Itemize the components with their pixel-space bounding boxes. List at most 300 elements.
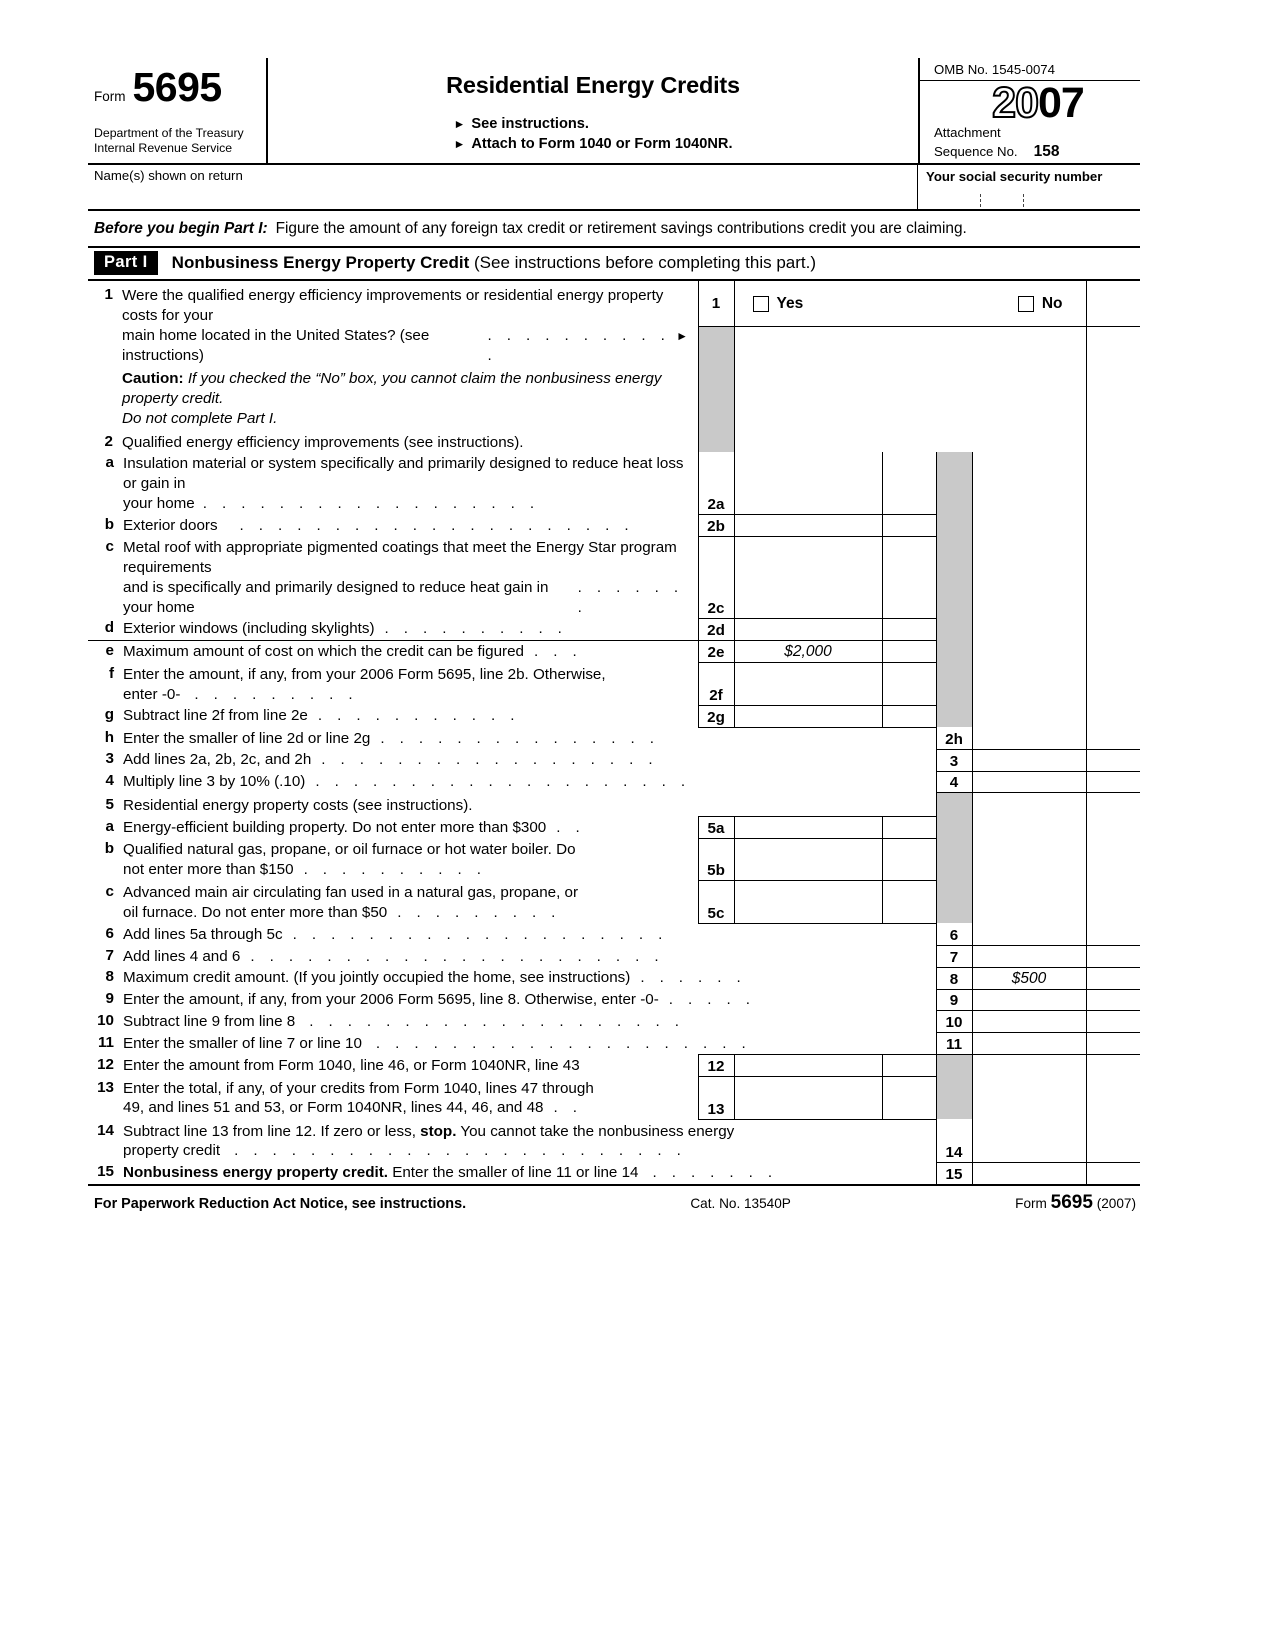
line-10-cents[interactable] [1086,1011,1140,1033]
line-12-cents[interactable] [882,1055,936,1077]
empty-cell [1086,817,1140,839]
line-2d-cents[interactable] [882,618,936,640]
line-8-number: 8 [105,968,114,986]
line-4-amount[interactable] [972,771,1086,793]
line-2c-number-box: 2c [698,536,734,618]
line-9-text [123,990,755,1010]
line-3-cents[interactable] [1086,749,1140,771]
line-15-number-box: 15 [936,1162,972,1184]
form-identifier-block [88,58,268,163]
line-12-row [89,1056,697,1076]
line-2g-row [89,706,697,726]
line-2a-amount[interactable] [734,452,882,514]
line-5-number: 5 [105,795,114,813]
line-2b-row [89,516,697,536]
line-13-text [123,1079,689,1119]
empty-cell [972,452,1086,514]
line-6-amount[interactable] [972,923,1086,945]
line-3-number: 3 [105,750,114,768]
line-2d-amount[interactable] [734,618,882,640]
leader-dots: . . . . . . . [577,578,684,616]
line-15-row [89,1163,935,1183]
empty-cell [972,881,1086,924]
shaded-cell [698,326,734,452]
leader-dots: . . . . . . . . . . . . . . . . . . . . . [239,516,634,534]
line-3-text [123,750,658,770]
leader-dots: . . . . . . . . . . . [317,707,520,725]
line-2e-row [89,642,697,662]
line-13-number: 13 [97,1078,114,1096]
line-5c-cents[interactable] [882,881,936,924]
line-2b-text [123,516,689,536]
line-1-text-part-2: main home located in the United States? (see instructions) [122,326,430,364]
line-14-text-part-1 [123,1122,734,1142]
line-10-text [123,1012,684,1032]
line-7-number: 7 [105,946,114,964]
part-1-title [172,253,816,273]
caution-lead: Caution: [122,370,184,388]
line-13-text-part-2-row [123,1098,689,1118]
tax-year [920,79,1140,127]
attachment-sequence-row [934,142,1140,162]
name-label: Name(s) shown on return [94,168,243,184]
line-5b-row [89,840,697,880]
line-2f-amount[interactable] [734,663,882,706]
ssn-tick [980,194,981,207]
line-11-text [123,1034,751,1054]
attachment-block [920,125,1140,161]
table-row-line-5c [88,881,1140,924]
line-2h-row [89,729,935,749]
table-row-line-2f [88,663,1140,706]
table-row-line-2b [88,515,1140,537]
empty-cell [972,1055,1086,1077]
department-block [94,126,260,157]
caution-body-2: Do not complete Part I. [122,409,278,427]
line-2g-amount[interactable] [734,705,882,727]
line-15-text-rest: Enter the smaller of line 11 or line 14 [388,1164,639,1182]
empty-cell [972,705,1086,727]
line-8-text-part-1: Maximum credit amount. (If you jointly occupied the home, see instructions) [123,969,631,987]
line-13-cents[interactable] [882,1077,936,1120]
line-2c-row [89,538,697,617]
line-2g-letter: g [104,706,114,724]
empty-cell [734,326,1086,452]
line-4-text [123,772,691,792]
department-line-1: Department of the Treasury [94,125,244,140]
line-5a-cents[interactable] [882,817,936,839]
leader-dots: . . . . . . . . . . . . . . . . . . . . [309,1012,685,1030]
table-row-line-9 [88,989,1140,1011]
line-2a-text [123,454,689,513]
leader-dots: . . . . . . . . . [194,685,358,703]
form-title-block [268,58,918,163]
no-label: No [1041,294,1063,312]
line-14-text-a: Subtract line 13 from line 12. If zero or less, [123,1122,421,1140]
line-2e-amount: $2,000 [734,641,882,663]
empty-cell [972,793,1086,817]
line-2b-amount[interactable] [734,515,882,537]
line-2c-cents[interactable] [882,536,936,618]
line-2f-number-box: 2f [698,663,734,706]
line-3-number-box: 3 [936,749,972,771]
line-5b-text-part-1: Qualified natural gas, propane, or oil furnace or hot water boiler. Do [123,841,576,859]
empty-cell [1086,515,1140,537]
part-1-chip: Part I [94,251,158,275]
department-line-2: Internal Revenue Service [94,141,233,156]
line-5b-text-part-2-row [123,860,689,880]
line-9-text-part-1: Enter the amount, if any, from your 2006 Form 5695, line 8. Otherwise, enter -0- [123,991,659,1009]
taxpayer-identity-row [88,165,1140,211]
footer-form-year: (2007) [1096,1195,1136,1211]
line-2h-amount[interactable] [972,727,1086,749]
line-2g-text [123,706,689,726]
line-5a-text-part-1: Energy-efficient building property. Do not enter more than $300 [123,818,547,836]
line-2-text: Qualified energy efficiency improvements (see instructions). [122,433,524,451]
line-2f-text [123,665,689,705]
line-2e-text [123,642,689,662]
name-field[interactable] [88,165,918,209]
line-15-number: 15 [97,1163,114,1181]
empty-cell [1086,326,1140,452]
attachment-label: Attachment [934,125,1001,140]
table-row-line-2h [88,727,1140,749]
caution-row [88,369,698,428]
leader-dots: . . . . . . [640,969,747,987]
tax-year-century: 20 [992,79,1038,127]
table-row-line-10 [88,1011,1140,1033]
empty-cell [972,817,1086,839]
line-13-text-part-1: Enter the total, if any, of your credits from Form 1040, lines 47 through [123,1079,594,1097]
form-number-group [94,64,260,110]
part-1-title-rest: (See instructions before completing this part.) [473,253,817,273]
line-2d-row [89,619,697,639]
line-2d-text-part-1: Exterior windows (including skylights) [123,620,375,638]
line-11-number: 11 [97,1033,114,1051]
form-lines-table [88,281,1140,1184]
line-2h-letter: h [104,728,114,746]
line-14-text [123,1122,734,1162]
line-5c-letter: c [105,882,114,900]
line-2f-text-part-1: Enter the amount, if any, from your 2006 Form 5695, line 2b. Otherwise, [123,665,606,683]
line-4-number: 4 [105,772,114,790]
line-3-text-part-1: Add lines 2a, 2b, 2c, and 2h [123,751,312,769]
line-1-text-part-1: Were the qualified energy efficiency improvements or residential energy property costs for your [122,287,664,325]
omb-number: OMB No. 1545-0074 [920,58,1140,81]
before-you-begin-text: Figure the amount of any foreign tax credit or retirement savings contributions credit you are claiming. [275,220,967,238]
line-2h-cents[interactable] [1086,727,1140,749]
arrow-right-icon: ► [676,328,688,343]
ssn-field[interactable] [918,165,1140,209]
line-2e-cents [882,641,936,663]
line-2h-text [123,729,659,749]
line-2f-text-part-2: enter -0- [123,685,181,703]
table-row-line-2d [88,618,1140,640]
line-2a-text-part-1: Insulation material or system specifically and primarily designed to reduce heat loss or gain in [123,455,684,493]
leader-dots: . . . . . . . . . . . . . . . . . . . . [375,1034,752,1052]
line-2a-number-box: 2a [698,452,734,514]
leader-dots: . . . . . . . . . . [303,861,487,879]
omb-year-block [918,58,1140,163]
form-5695 [88,58,1140,1214]
line-2a-cents[interactable] [882,452,936,514]
line-2e-letter: e [105,642,114,660]
form-label: Form [94,89,126,104]
line-2e-text-part-1: Maximum amount of cost on which the credit can be figured [123,643,524,661]
shaded-cell [936,452,972,514]
table-row-line-11 [88,1033,1140,1055]
attach-to-text: Attach to Form 1040 or Form 1040NR. [471,136,733,152]
attach-to-line [453,136,732,152]
line-15-text [123,1163,778,1183]
line-7-amount[interactable] [972,946,1086,968]
line-1-number-box: 1 [698,281,734,326]
empty-cell [972,663,1086,706]
empty-cell [1086,618,1140,640]
empty-cell [972,838,1086,881]
line-2-number: 2 [104,432,113,450]
line-6-text-part-1: Add lines 5a through 5c [123,925,283,943]
leader-dots: . . . . . . . . . . . . . . . . . . . . . . . . [234,1142,687,1160]
leader-dots: . . . . . . . . . . . . . . . . . . [202,494,540,512]
leader-dots: . . [556,818,586,836]
line-11-text-part-1: Enter the smaller of line 7 or line 10 [123,1034,362,1052]
line-2b-text-part-1: Exterior doors [123,516,218,534]
line-5-text: Residential energy property costs (see instructions). [123,796,473,814]
line-13-text-part-2: 49, and lines 51 and 53, or Form 1040NR, lines 44, 46, and 48 [123,1099,544,1117]
line-5a-amount[interactable] [734,817,882,839]
table-row-line-5a [88,817,1140,839]
line-9-number-box: 9 [936,989,972,1011]
line-14-number-box: 14 [936,1119,972,1162]
empty-cell [1086,663,1140,706]
empty-cell [972,536,1086,618]
line-6-number-box: 6 [936,923,972,945]
table-row-line-12 [88,1055,1140,1077]
line-2a-letter: a [105,454,114,472]
caution-line-1 [122,369,688,409]
line-15-amount[interactable] [972,1162,1086,1184]
line-5-row [89,796,697,816]
line-7-text-part-1: Add lines 4 and 6 [123,947,241,965]
sequence-label: Sequence No. [934,143,1018,159]
line-5c-text-part-2-row [123,903,689,923]
empty-cell [1086,536,1140,618]
header-instructions [453,112,732,156]
line-10-number-box: 10 [936,1011,972,1033]
shaded-cell [936,817,972,839]
line-6-number: 6 [105,924,114,942]
table-row-line-5 [88,793,1140,817]
line-4-number-box: 4 [936,771,972,793]
empty-cell [972,515,1086,537]
line-9-cents[interactable] [1086,989,1140,1011]
line-12-number-box: 12 [698,1055,734,1077]
leader-dots: . . . . . . . . . . . . . . . . . . [321,751,658,769]
part-1-title-bold: Nonbusiness Energy Property Credit [171,253,470,273]
tax-year-block [920,81,1140,163]
shaded-cell [936,536,972,618]
line-8-number-box: 8 [936,967,972,989]
line-2b-number-box: 2b [698,515,734,537]
empty-cell [972,641,1086,663]
line-13-number-box: 13 [698,1077,734,1120]
line-15-cents[interactable] [1086,1162,1140,1184]
line-5c-row [89,883,697,923]
line-5b-number-box: 5b [698,838,734,881]
shaded-cell [936,1077,972,1120]
line-5a-letter: a [105,817,114,835]
line-14-cents[interactable] [1086,1119,1140,1162]
line-10-row [89,1012,935,1032]
shaded-cell [936,641,972,663]
line-14-text-part-2: property credit [123,1142,221,1160]
line-2c-text-part-1: Metal roof with appropriate pigmented coatings that meet the Energy Star program requirements [123,539,677,577]
empty-cell [1086,705,1140,727]
line-14-amount[interactable] [972,1119,1086,1162]
table-row-line-15 [88,1162,1140,1184]
line-14-text-c: You cannot take the nonbusiness energy [456,1122,735,1140]
line-5c-text-part-1: Advanced main air circulating fan used in a natural gas, propane, or [123,883,579,901]
line-2f-letter: f [108,664,114,682]
line-5b-cents[interactable] [882,838,936,881]
empty-cell [698,793,936,817]
leader-dots: . . . . . . . . . . . . . . . . . . . . [315,773,691,791]
yes-label: Yes [776,294,804,312]
leader-dots: . . . . . . . . . . . . . . . [380,729,660,747]
form-number: 5695 [132,64,222,110]
line-15-text-bold: Nonbusiness energy property credit. [123,1164,389,1182]
line-2b-cents[interactable] [882,515,936,537]
line-2e-number-box: 2e [698,641,734,663]
line-2g-cents[interactable] [882,705,936,727]
line-2c-letter: c [105,538,114,556]
shaded-cell [936,793,972,817]
line-5a-row [89,818,697,838]
line-14-stop: stop. [420,1122,457,1140]
line-2f-text-part-2-row [123,685,689,705]
line-2-row [88,433,698,453]
table-row-line-2g [88,705,1140,727]
leader-dots: . . . . . . . [652,1164,778,1182]
sequence-number: 158 [1033,142,1060,160]
line-12-amount[interactable] [734,1055,882,1077]
line-7-text [123,947,664,967]
ssn-label: Your social security number [926,169,1103,185]
line-3-amount[interactable] [972,749,1086,771]
form-header [88,58,1140,165]
table-row-line-5b [88,838,1140,881]
line-7-row [89,947,935,967]
table-row-line-6 [88,923,1140,945]
line-5c-amount[interactable] [734,881,882,924]
line-4-row [89,772,935,792]
empty-cell [972,618,1086,640]
line-4-cents[interactable] [1086,771,1140,793]
line-11-cents[interactable] [1086,1033,1140,1055]
line-3-row [89,750,935,770]
line-10-amount[interactable] [972,1011,1086,1033]
line-1-number: 1 [104,286,113,304]
caution-text [122,369,688,428]
leader-dots: . . . . . . . . . [397,903,561,921]
line-9-number: 9 [105,990,114,1008]
line-2g-number-box: 2g [698,705,734,727]
line-5b-text [123,840,689,880]
line-13-amount[interactable] [734,1077,882,1120]
line-9-amount[interactable] [972,989,1086,1011]
line-7-number-box: 7 [936,946,972,968]
line-2c-text-part-2: and is specifically and primarily designed to reduce heat gain in your home [123,578,549,616]
leader-dots: . . . . . . . . . . [384,620,568,638]
no-checkbox[interactable] [1018,296,1034,312]
table-row-line-7 [88,946,1140,968]
ssn-tick [1023,194,1024,207]
table-row-line-3 [88,749,1140,771]
line-2a-text-part-2-row [123,494,689,514]
empty-cell [972,1077,1086,1120]
line-2c-amount[interactable] [734,536,882,618]
line-11-number-box: 11 [936,1033,972,1055]
form-footer [88,1186,1140,1214]
see-instructions-line [453,116,732,132]
part-1-header [88,248,1140,281]
line-2c-text-part-2-row [123,578,689,618]
shaded-cell [936,1055,972,1077]
table-row-line-2e [88,641,1140,663]
line-13-row [89,1079,697,1119]
table-row-line-2a [88,452,1140,514]
line-11-amount[interactable] [972,1033,1086,1055]
line-7-cents[interactable] [1086,946,1140,968]
line-2d-number-box: 2d [698,618,734,640]
line-5b-letter: b [104,840,114,858]
before-you-begin-note [88,211,1140,248]
empty-cell [1086,452,1140,514]
leader-dots: . . . [533,643,583,661]
page-title: Residential Energy Credits [446,72,740,98]
empty-cell [1086,641,1140,663]
line-8-text [123,968,746,988]
empty-cell [1086,838,1140,881]
table-row-line-1 [88,281,1140,326]
line-14-number: 14 [97,1121,114,1139]
line-8-cents [1086,967,1140,989]
footer-form-number: 5695 [1050,1191,1093,1213]
arrow-right-icon: ► [453,117,466,131]
leader-dots: . . . . . . . . . . . . . . . . . . . . . . [250,947,665,965]
line-6-cents[interactable] [1086,923,1140,945]
line-6-text [123,925,668,945]
line-5b-amount[interactable] [734,838,882,881]
shaded-cell [936,618,972,640]
line-4-text-part-1: Multiply line 3 by 10% (.10) [123,773,306,791]
line-10-text-part-1: Subtract line 9 from line 8 [123,1012,296,1030]
line-12-number: 12 [97,1055,114,1073]
yes-checkbox[interactable] [753,296,769,312]
line-5b-text-part-2: not enter more than $150 [123,861,294,879]
table-row-line-2c [88,536,1140,618]
line-2b-letter: b [104,515,114,533]
table-row-line-4 [88,771,1140,793]
shaded-cell [936,881,972,924]
line-1-text [122,286,688,365]
line-12-text: Enter the amount from Form 1040, line 46, or Form 1040NR, line 43 [123,1056,580,1074]
shaded-cell [936,515,972,537]
paperwork-notice: For Paperwork Reduction Act Notice, see instructions. [94,1195,467,1212]
line-2f-cents[interactable] [882,663,936,706]
see-instructions-text: See instructions. [471,116,589,132]
